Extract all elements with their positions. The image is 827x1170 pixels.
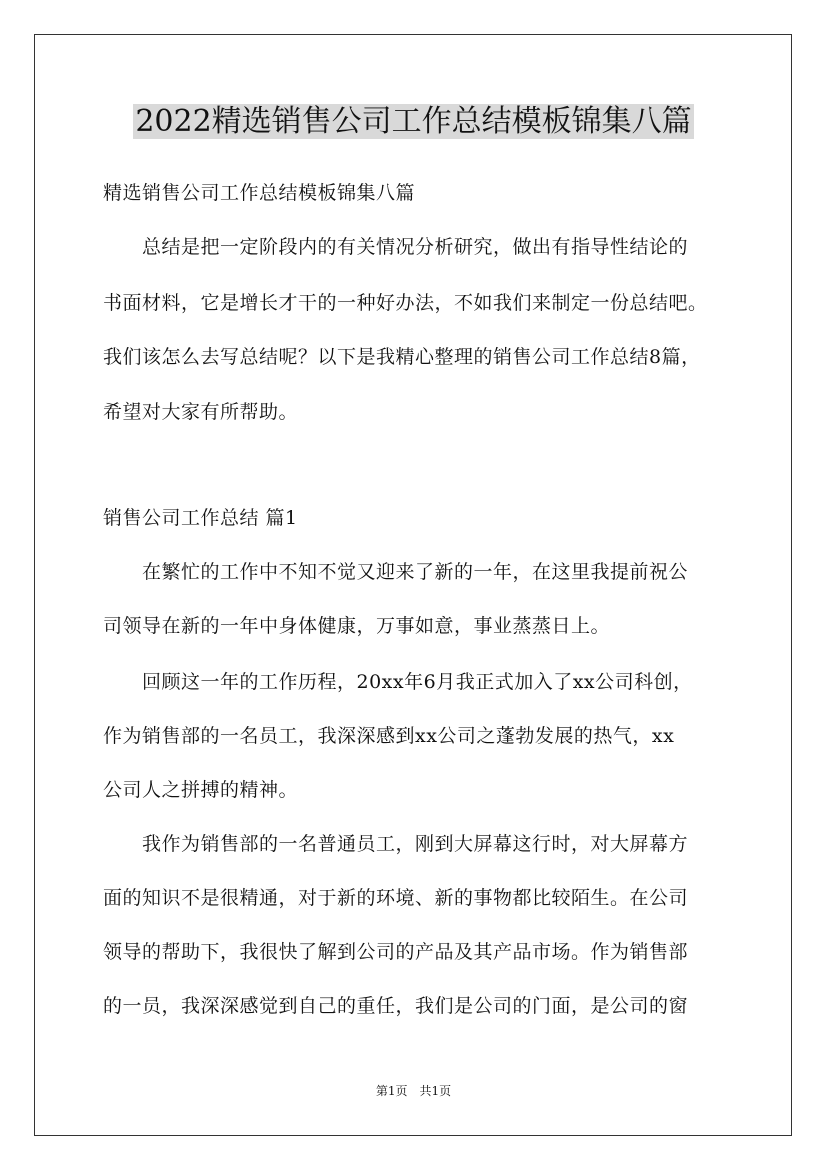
subtitle-line: 精选销售公司工作总结模板锦集八篇 [103, 182, 416, 204]
body-line: 希望对大家有所帮助。 [103, 401, 299, 423]
body-line: 作为销售部的一名员工，我深深感到xx公司之蓬勃发展的热气，xx [103, 725, 675, 747]
body-line: 面的知识不是很精通，对于新的环境、新的事物都比较陌生。在公司 [103, 887, 689, 909]
page-footer: 第1页 共1页 [375, 1084, 452, 1098]
body-line: 总结是把一定阶段内的有关情况分析研究，做出有指导性结论的 [103, 236, 689, 258]
body-line: 我作为销售部的一名普通员工，刚到大屏幕这行时，对大屏幕方 [103, 833, 689, 855]
body-line: 公司人之拼搏的精神。 [103, 779, 299, 801]
document-title-text: 2022精选销售公司工作总结模板锦集八篇 [135, 104, 692, 139]
document-title [0, 100, 827, 144]
body-line: 的一员，我深深感觉到自己的重任，我们是公司的门面，是公司的窗 [103, 995, 689, 1017]
body-line: 书面材料，它是增长才干的一种好办法，不如我们来制定一份总结吧。 [103, 292, 708, 314]
section-heading: 销售公司工作总结 篇1 [103, 507, 298, 529]
body-line: 回顾这一年的工作历程，20xx年6月我正式加入了xx公司科创， [103, 671, 693, 693]
body-line: 在繁忙的工作中不知不觉又迎来了新的一年，在这里我提前祝公 [103, 561, 689, 583]
body-line: 我们该怎么去写总结呢？以下是我精心整理的销售公司工作总结8篇， [103, 346, 701, 368]
body-line: 司领导在新的一年中身体健康，万事如意，事业蒸蒸日上。 [103, 615, 611, 637]
body-line: 领导的帮助下，我很快了解到公司的产品及其产品市场。作为销售部 [103, 941, 689, 963]
